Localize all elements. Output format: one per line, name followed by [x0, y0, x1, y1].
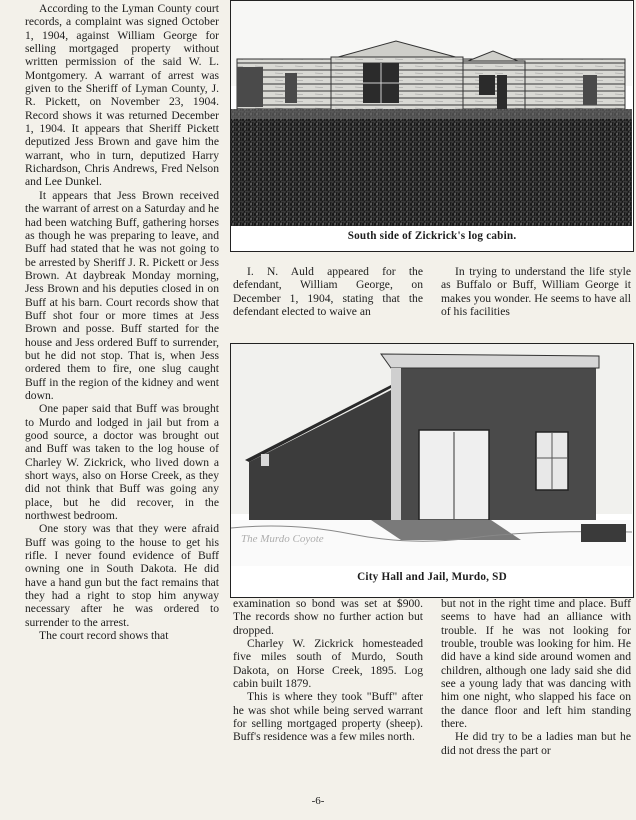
cabin-photo-caption: South side of Zickrick's log cabin.: [347, 230, 517, 242]
paragraph: According to the Lyman County court records, a complaint was signed October 1, 1904, against William George for selling mortgaged property without written permission of the said W. L. Montgomery. A warrant of arrest was given to the Sheriff of Lyman County, J. R. Pickett, on November 23, 1904. Record shows it was returned December 1, 1904. It appears that Sheriff Pickett deputized Jess Brown and gave him the warrant, who in turn, deputized Harry Richardson, Chris Andrews, Fred Nelson and Lee Dunkel.: [25, 2, 219, 189]
middle-upper-text: [233, 265, 423, 321]
middle-lower-text: [233, 597, 423, 777]
paragraph: One paper said that Buff was brought to Murdo and lodged in jail but from a good source, a doctor was brought out and Buff was taken to the log house of Charley W. Zickrick, who lived down a short ways, also on Horse Creek, as they did not think that Buff was going any place, but he did recover, in the northwest bedroom.: [25, 402, 219, 523]
paragraph: It appears that Jess Brown received the warrant of arrest on a Saturday and he had been watching Buff, gathering horses as though he was preparing to leave, and Buff had stated that he was not going to be arrested by Sheriff J. R. Pickett or Jess Brown. At daybreak Monday morning, Jess Brown and his deputies closed in on Buff at his barn. Court records show that Buff shot four or more times at Jess Brown and posse. Buff started for the house and Jess ordered Buff to surrender, but he did not stop. That is, when Jess ordered them to fire, one slug caught Buff in the region of the kidney and went down.: [25, 188, 219, 402]
right-upper-text: [441, 265, 631, 321]
page-number: -6-: [311, 795, 325, 807]
city-hall-photo-frame: [230, 343, 634, 598]
paragraph: I. N. Auld appeared for the defendant, William George, on December 1, 1904, stating that the defendant elected to waive an: [233, 265, 423, 319]
paragraph: One story was that they were afraid Buff was going to the house to get his rifle. I never found evidence of Buff owning one in South Dakota. He did have a hand gun but the fact remains that they had a right to stop him anyway necessary after he was ordered to surrender to the arrest.: [25, 522, 219, 629]
city-hall-photo: [231, 344, 632, 566]
paragraph: He did try to be a ladies man but he did not dress the part or: [441, 730, 631, 757]
log-cabin-photo: [231, 1, 632, 226]
right-lower-text: [441, 597, 631, 777]
left-column-text: [25, 2, 219, 777]
cabin-photo-frame: [230, 0, 634, 252]
paragraph: Charley W. Zickrick homesteaded five miles south of Murdo, South Dakota, on Horse Creek, 1895. Log cabin built 1879.: [233, 637, 423, 691]
city-hall-photo-caption: City Hall and Jail, Murdo, SD: [357, 571, 507, 583]
paragraph: examination so bond was set at $900. The records show no further action but dropped.: [233, 597, 423, 637]
photo-watermark: The Murdo Coyote: [241, 533, 324, 545]
paragraph: but not in the right time and place. Buff seems to have had an alliance with trouble. If he was not looking for trouble, trouble was looking for him. He did have a kind side around women and children, although one lady said she did see a young lady that was dancing with him one night, who slapped his face on the dance floor and left him standing there.: [441, 597, 631, 731]
paragraph: The court record shows that: [39, 629, 169, 643]
paragraph: This is where they took "Buff" after he was shot while being served warrant for selling mortgaged property (sheep). Buff's residence was a few miles north.: [233, 690, 423, 744]
paragraph: In trying to understand the life style as Buffalo or Buff, William George it makes you wonder. He seems to have all of his facilities: [441, 265, 631, 319]
